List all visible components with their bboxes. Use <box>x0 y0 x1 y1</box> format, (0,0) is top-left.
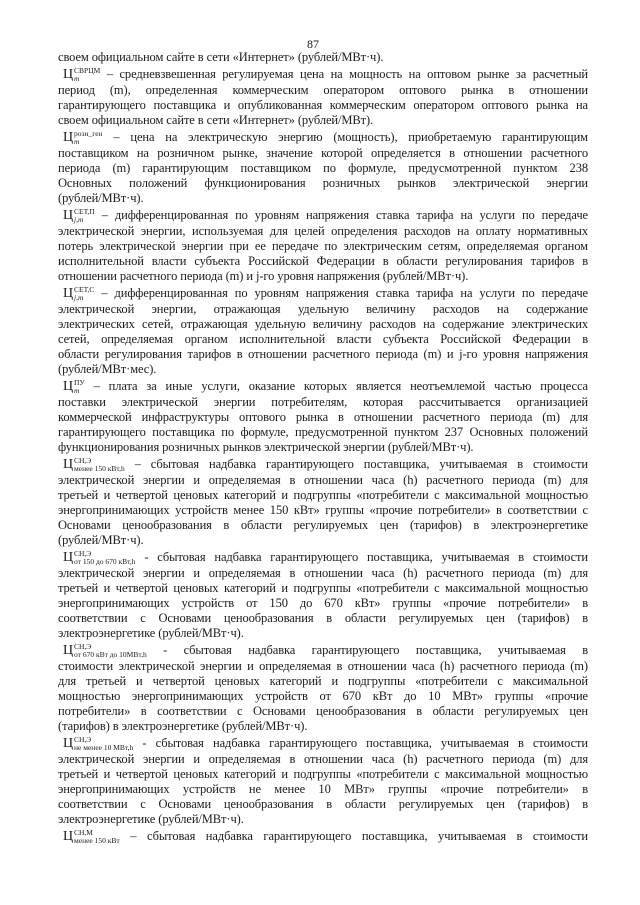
text-line: гарантирующего поставщика и опубликованная коммерческим оператором оптового рынка на <box>58 98 588 112</box>
definition-first-line <box>58 827 588 845</box>
symbol-superscript: СН,Э <box>74 642 92 651</box>
symbol-base: Ц <box>63 829 74 844</box>
tariff-symbol <box>63 736 133 750</box>
definition-first-line <box>58 128 588 146</box>
symbol-indices <box>74 736 133 752</box>
definition-text: – средневзвешенная регулируемая цена на мощность на оптовом рынке за расчетный <box>106 67 588 81</box>
definition-first-line <box>58 734 588 752</box>
symbol-base: Ц <box>63 736 74 751</box>
definition-text: - сбытовая надбавка гарантирующего поставщика, учитываемая в стоимости <box>144 550 588 564</box>
symbol-base: Ц <box>63 130 74 145</box>
definition-text: – сбытовая надбавка гарантирующего поставщика, учитываемая в стоимости <box>130 829 588 843</box>
text-line: для третьей и четвертой ценовых категорий и подгруппы «потребители с максимальной <box>58 674 588 688</box>
text-line: отношении расчетного периода (m) и j-го уровня напряжения (рублей/МВт·ч). <box>58 269 469 283</box>
definition-first-line <box>58 284 588 302</box>
text-line: электрической энергии и определяемая в отношении часа (h) расчетного периода (m) для <box>58 566 588 580</box>
text-line: (рублей/МВт·ч). <box>58 191 144 205</box>
symbol-subscript: от 150 до 670 кВт,h <box>74 557 136 566</box>
definition-paragraph <box>58 548 588 641</box>
symbol-indices <box>74 208 95 224</box>
continued-paragraph <box>58 50 588 65</box>
text-line: соответствии с Основами ценообразования в области регулируемых цен (тарифов) в <box>58 611 588 625</box>
text-line: мощностью энергопринимающих устройств от 670 кВт до 10 МВт» группы «прочие <box>58 689 588 703</box>
symbol-subscript: менее 150 кВт <box>74 836 120 845</box>
tariff-symbol <box>63 379 85 393</box>
definition-paragraph <box>58 734 588 827</box>
symbol-subscript: j,m <box>74 215 84 224</box>
text-line: своем официальном сайте в сети «Интернет» (рублей/МВт·ч). <box>58 50 384 64</box>
definition-text: - сбытовая надбавка гарантирующего поставщика, учитываемая в стоимости <box>142 736 588 750</box>
definition-first-line <box>58 377 588 395</box>
tariff-symbol <box>63 286 94 300</box>
text-line: (рублей/МВт·мес). <box>58 362 157 376</box>
symbol-base: Ц <box>63 208 74 223</box>
tariff-symbol <box>63 550 136 564</box>
text-line: стоимости электрической энергии и определяемая в отношении часа (h) расчетного периода (m) <box>58 659 588 673</box>
text-line: исполнительной власти субъекта Российской Федерации в области регулирования тарифов в <box>58 254 588 268</box>
symbol-superscript: ПУ <box>74 378 85 387</box>
symbol-base: Ц <box>63 379 74 394</box>
symbol-indices <box>74 829 120 845</box>
definition-paragraph <box>58 206 588 284</box>
definition-first-line <box>58 455 588 473</box>
definition-paragraph <box>58 65 588 128</box>
symbol-base: Ц <box>63 550 74 565</box>
text-line: потерь электрической энергии при ее передаче по электрическим сетям, определяемая органом <box>58 239 588 253</box>
definition-first-line <box>58 206 588 224</box>
symbol-indices <box>74 643 147 659</box>
symbol-indices <box>74 550 135 566</box>
definition-paragraph <box>58 827 588 845</box>
definition-text: – плата за иные услуги, оказание которых является неотъемлемой частью процесса <box>93 379 588 393</box>
text-line: электроэнергетике (рублей/МВт·ч). <box>58 812 244 826</box>
definition-text: – дифференцированная по уровням напряжения ставка тарифа на услуги по передаче <box>101 208 588 222</box>
definition-first-line <box>58 548 588 566</box>
text-line: коммерческой инфраструктуры оптового рынка в отношении расчетного периода (m) для <box>58 410 588 424</box>
symbol-superscript: СЕТ,П <box>74 207 95 216</box>
text-line: электрической энергии и определяемая в отношении часа (h) расчетного периода (m) для <box>58 473 588 487</box>
text-line: области регулирования тарифов в отношении расчетного периода (m) и j-го уровня напряжения <box>58 347 588 361</box>
symbol-indices <box>74 286 94 302</box>
symbol-subscript: m <box>74 137 80 146</box>
symbol-base: Ц <box>63 67 74 82</box>
definition-paragraph <box>58 128 588 206</box>
symbol-indices <box>74 379 85 395</box>
text-line: энергопринимающих устройств от 150 до 670 кВт» группы «прочие потребители» в <box>58 596 588 610</box>
text-line: (рублей/МВт·ч). <box>58 533 144 547</box>
text-line: третьей и четвертой ценовых категорий и подгруппы «потребители с максимальной мощностью <box>58 581 588 595</box>
tariff-symbol <box>63 67 100 81</box>
definition-first-line <box>58 65 588 83</box>
symbol-superscript: СЕТ,С <box>74 285 95 294</box>
text-line: сетей, определяемая органом исполнительной власти субъекта Российской Федерации в <box>58 332 588 346</box>
text-line: периода (m) гарантирующим поставщиком по формуле, предусмотренной пунктом 238 <box>58 161 588 175</box>
symbol-indices <box>74 67 100 83</box>
text-line: третьей и четвертой ценовых категорий и подгруппы «потребители с максимальной мощностью <box>58 767 588 781</box>
text-line: энергопринимающих устройств менее 150 кВт» группы «прочие потребители» в соответствии с <box>58 503 588 517</box>
text-line: потребители» в соответствии с Основами ценообразования в области регулируемых цен <box>58 704 588 718</box>
symbol-base: Ц <box>63 457 74 472</box>
symbol-indices <box>74 130 103 146</box>
symbol-superscript: СН,Э <box>74 735 92 744</box>
text-line: функционирования розничных рынков электрической энергии (рублей/МВт·ч). <box>58 440 474 454</box>
symbol-superscript: СВРЦМ <box>74 66 101 75</box>
definition-text: – сбытовая надбавка гарантирующего поставщика, учитываемая в стоимости <box>134 457 589 471</box>
symbol-superscript: СН,Э <box>74 456 92 465</box>
tariff-symbol <box>63 643 147 657</box>
text-line: электрической энергии, отражающая удельную величину расходов на содержание <box>58 302 588 316</box>
text-line: поставщиком на розничном рынке, значение которой определяется в отношении расчетного <box>58 146 588 160</box>
page-body <box>58 50 588 845</box>
text-line: электрических сетей, отражающая удельную величину расходов на содержание электрических <box>58 317 588 331</box>
text-line: период (m), определенная коммерческим оператором оптового рынка в отношении <box>58 83 588 97</box>
text-line: третьей и четвертой ценовых категорий и подгруппы «потребители с максимальной мощностью <box>58 488 588 502</box>
text-line: электрической энергии и определяемая в отношении часа (h) расчетного периода (m) для <box>58 752 588 766</box>
definition-first-line <box>58 641 588 659</box>
definition-text: – цена на электрическую энергию (мощность), приобретаемую гарантирующим <box>113 130 588 144</box>
symbol-subscript: менее 150 кВт,h <box>74 464 125 473</box>
symbol-base: Ц <box>63 643 74 658</box>
symbol-subscript: от 670 кВт до 10МВт,h <box>74 650 147 659</box>
definition-paragraph <box>58 641 588 734</box>
text-line: гарантирующего поставщика по формуле, предусмотренной пунктом 237 Основных положений <box>58 425 588 439</box>
text-line: электрической энергии, используемая для целей определения расходов на оплату нормативных <box>58 224 588 238</box>
text-line: своем официальном сайте в сети «Интернет» (рублей/МВт). <box>58 113 374 127</box>
text-line: соответствии с Основами ценообразования в области регулируемых цен (тарифов) в <box>58 797 588 811</box>
page-number: 87 <box>307 37 319 51</box>
symbol-superscript: СН,Э <box>74 549 92 558</box>
text-line: (тарифов) в электроэнергетике (рублей/МВт·ч). <box>58 719 308 733</box>
symbol-superscript: розн_ген <box>74 129 103 138</box>
text-line: Основами ценообразования в области регулируемых цен (тарифов) в электроэнергетике <box>58 518 588 532</box>
symbol-subscript: j,m <box>74 293 84 302</box>
tariff-symbol <box>63 208 95 222</box>
symbol-superscript: СН,М <box>74 828 93 837</box>
text-line: энергопринимающих устройств не менее 10 МВт» группы «прочие потребители» в <box>58 782 588 796</box>
tariff-symbol <box>63 457 125 471</box>
text-line: поставки электрической энергии потребителям, которая рассчитывается организацией <box>58 395 588 409</box>
definition-paragraph <box>58 284 588 377</box>
definition-text: - сбытовая надбавка гарантирующего поставщика, учитываемая в <box>163 643 589 657</box>
definition-text: – дифференцированная по уровням напряжения ставка тарифа на услуги по передаче <box>101 286 588 300</box>
symbol-subscript: m <box>74 386 80 395</box>
symbol-base: Ц <box>63 286 74 301</box>
text-line: Основных положений функционирования розничных рынков электрической энергии <box>58 176 588 190</box>
symbol-subscript: m <box>74 74 80 83</box>
symbol-indices <box>74 457 125 473</box>
tariff-symbol <box>63 130 103 144</box>
tariff-symbol <box>63 829 120 843</box>
text-line: электроэнергетике (рублей/МВт·ч). <box>58 626 244 640</box>
definition-paragraph <box>58 455 588 548</box>
definition-paragraph <box>58 377 588 455</box>
symbol-subscript: не менее 10 МВт,h <box>74 743 134 752</box>
